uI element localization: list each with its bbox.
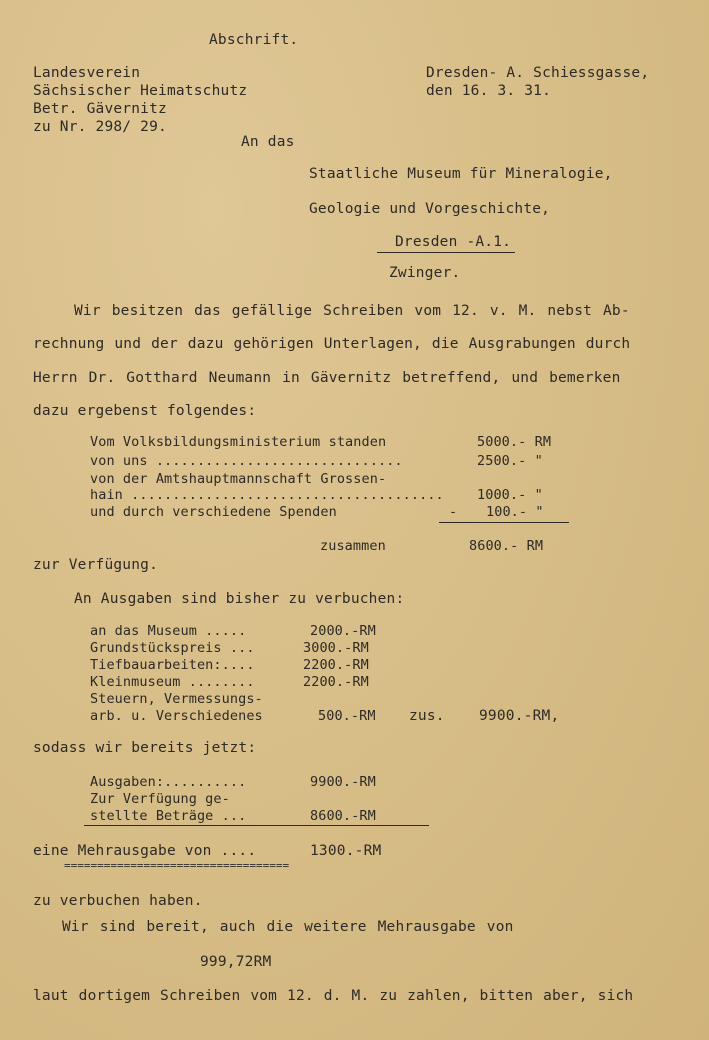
excess-label: eine Mehrausgabe von .... xyxy=(33,843,257,859)
expenses-intro: An Ausgaben sind bisher zu verbuchen: xyxy=(74,591,405,607)
book-line: zu verbuchen haben. xyxy=(33,893,203,909)
sodass-line: sodass wir bereits jetzt: xyxy=(33,740,257,756)
paragraph-1-line-3: Herrn Dr. Gotthard Neumann in Gävernitz betreffend, und bemerken xyxy=(33,370,621,386)
funding-amount-5: 100.- " xyxy=(486,504,544,520)
funding-label-4: hain ...................................... xyxy=(90,487,444,503)
recipient-city: Dresden -A.1. xyxy=(377,233,515,253)
paragraph-1-line-4: dazu ergebenst folgendes: xyxy=(33,403,257,419)
funding-tail: zur Verfügung. xyxy=(33,557,159,573)
sender-line-4: zu Nr. 298/ 29. xyxy=(33,119,167,135)
balance-rule xyxy=(84,825,429,826)
expense-label-5: Steuern, Vermessungs- xyxy=(90,691,263,707)
document-title: Abschrift. xyxy=(209,32,299,48)
funding-total: 8600.- RM xyxy=(469,538,544,554)
paragraph-1-line-2: rechnung und der dazu gehörigen Unterlagen, die Ausgrabungen durch xyxy=(33,336,631,352)
funding-total-label: zusammen xyxy=(320,538,386,554)
expenses-zus: zus. xyxy=(409,708,445,724)
expense-label-4: Kleinmuseum ........ xyxy=(90,674,255,690)
sender-line-1: Landesverein xyxy=(33,65,141,81)
balance-amount-1: 9900.-RM xyxy=(310,774,376,790)
funding-label-3: von der Amtshauptmannschaft Grossen- xyxy=(90,471,387,487)
place-line: Dresden- A. Schiessgasse, xyxy=(426,65,650,81)
recipient-building: Zwinger. xyxy=(389,265,461,281)
funding-amount-4: 1000.- " xyxy=(477,487,543,503)
double-rule: ================================== xyxy=(64,859,290,872)
paragraph-1-line-1: Wir besitzen das gefällige Schreiben vom 12. v. M. nebst Ab- xyxy=(74,303,630,319)
expense-amount-2: 3000.-RM xyxy=(303,640,369,656)
funding-label-5: und durch verschiedene Spenden xyxy=(90,504,337,520)
funding-amount-1: 5000.- RM xyxy=(477,434,552,450)
funding-amount-2: 2500.- " xyxy=(477,453,543,469)
expense-label-1: an das Museum ..... xyxy=(90,623,247,639)
expense-label-2: Grundstückspreis ... xyxy=(90,640,255,656)
expense-amount-1: 2000.-RM xyxy=(310,623,376,639)
excess-amount: 1300.-RM xyxy=(310,843,382,859)
salutation: An das xyxy=(241,134,295,150)
balance-label-1: Ausgaben:.......... xyxy=(90,774,247,790)
funding-label-1: Vom Volksbildungsministerium standen xyxy=(90,434,387,450)
funding-minus: - xyxy=(449,504,458,520)
expense-label-6: arb. u. Verschiedenes xyxy=(90,708,263,724)
balance-label-3: stellte Beträge ... xyxy=(90,808,247,824)
expense-label-3: Tiefbauarbeiten:.... xyxy=(90,657,255,673)
recipient-line-1: Staatliche Museum für Mineralogie, xyxy=(309,166,613,182)
recipient-line-2: Geologie und Vorgeschichte, xyxy=(309,201,551,217)
balance-amount-3: 8600.-RM xyxy=(310,808,376,824)
expenses-total: 9900.-RM, xyxy=(479,708,560,724)
expense-amount-3: 2200.-RM xyxy=(303,657,369,673)
paragraph-2: Wir sind bereit, auch die weitere Mehrausgabe von xyxy=(62,919,514,935)
balance-label-2: Zur Verfügung ge- xyxy=(90,791,230,807)
sender-line-3: Betr. Gävernitz xyxy=(33,101,167,117)
expense-amount-4: 2200.-RM xyxy=(303,674,369,690)
date-line: den 16. 3. 31. xyxy=(426,83,552,99)
further-amount: 999,72RM xyxy=(200,954,272,970)
sender-line-2: Sächsischer Heimatschutz xyxy=(33,83,248,99)
funding-sum-rule xyxy=(439,522,569,523)
last-line: laut dortigem Schreiben vom 12. d. M. zu zahlen, bitten aber, sich xyxy=(33,988,634,1004)
expense-amount-6: 500.-RM xyxy=(318,708,376,724)
funding-label-2: von uns .............................. xyxy=(90,453,403,469)
